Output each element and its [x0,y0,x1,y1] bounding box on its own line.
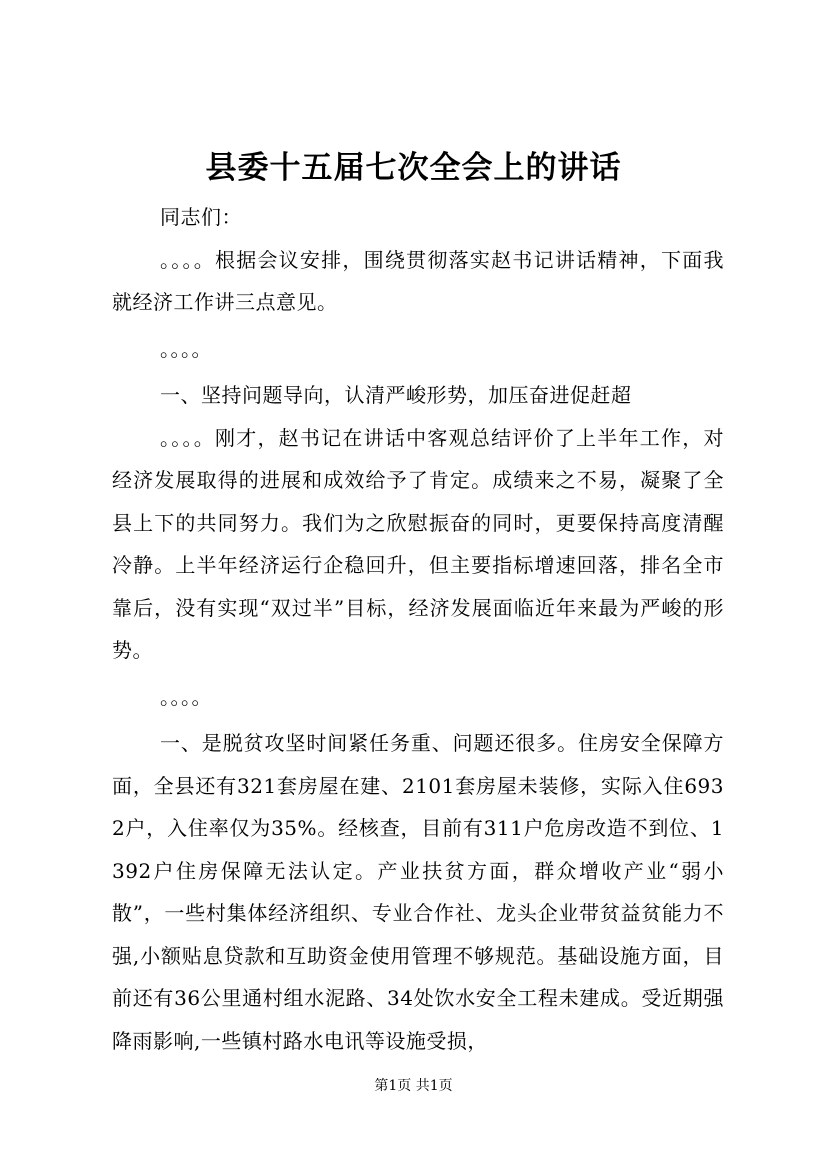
intro-paragraph: 。。。。根据会议安排，围绕贯彻落实赵书记讲话精神，下面我就经济工作讲三点意见。 [112,247,724,314]
ellipsis-paragraph: 。。。。 [160,336,212,361]
section-heading: 一、坚持问题导向，认清严峻形势，加压奋进促赶超 [160,383,632,407]
body-paragraph: 。。。。刚才，赵书记在讲话中客观总结评价了上半年工作，对经济发展取得的进展和成效给予了肯定。成绩来之不易，凝聚了全县上下的共同努力。我们为之欣慰振奋的同时，更要保持高度清醒冷静。上半年经济运行企稳回升，但主要指标增速回落，排名全市靠后，没有实现“双过半”目标，经济发展面临近年来最为严峻的形势。 [112,425,724,662]
body-paragraph: 一、是脱贫攻坚时间紧任务重、问题还很多。住房安全保障方面，全县还有321套房屋在建、2101套房屋未装修，实际入住6932户，入住率仅为35%。经核查，目前有311户危房改造不到位、1392户住房保障无法认定。产业扶贫方面，群众增收产业“弱小散”，一些村集体经济组织、专业合作社、龙头企业带贫益贫能力不强,小额贴息贷款和互助资金使用管理不够规范。基础设施方面，目前还有36公里通村组水泥路、34处饮水安全工程未建成。受近期强降雨影响,一些镇村路水电讯等设施受损， [112,731,724,1053]
page-footer: 第1页 共1页 [374,1078,453,1094]
salutation-paragraph: 同志们： [160,205,242,229]
document-body [112,196,724,1062]
document-title: 县委十五届七次全会上的讲话 [205,150,622,186]
ellipsis-paragraph: 。。。。 [160,684,212,709]
